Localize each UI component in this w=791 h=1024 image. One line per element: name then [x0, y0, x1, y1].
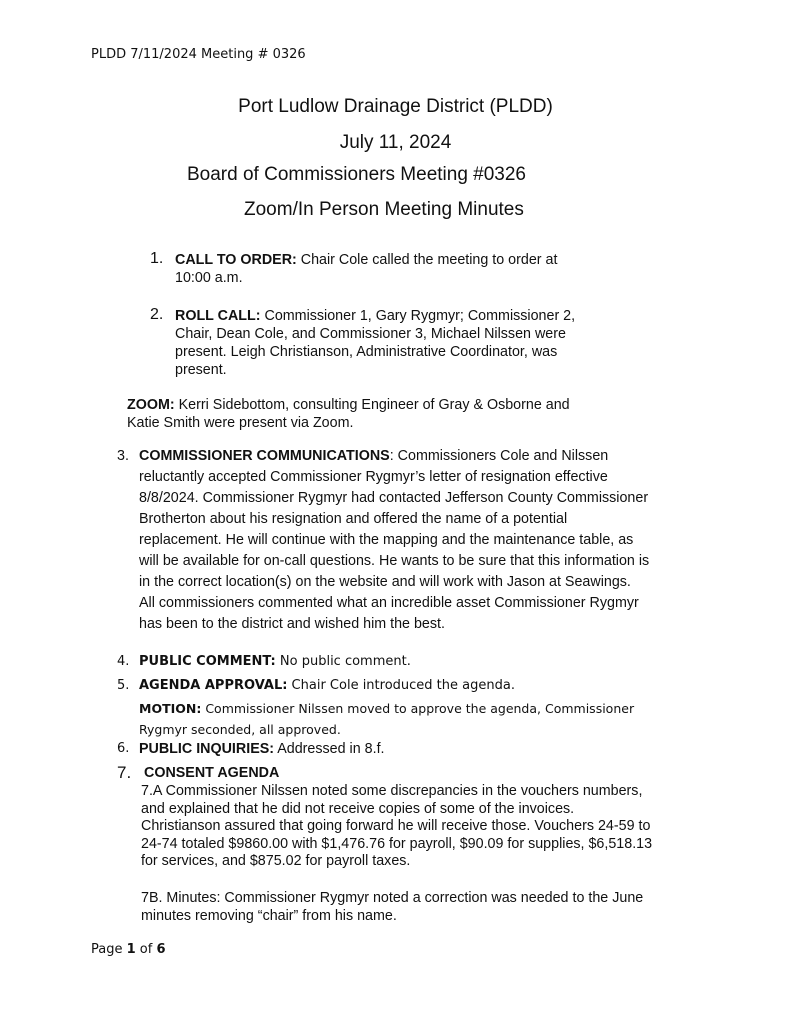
item-number: 5.	[117, 678, 130, 693]
item-text: present. Leigh Christianson, Administrative Coordinator, was	[175, 344, 558, 360]
item-text: Katie Smith were present via Zoom.	[127, 415, 354, 431]
item-label: CONSENT AGENDA	[144, 765, 280, 781]
item-text: present.	[175, 362, 227, 378]
item-number: 3.	[117, 448, 129, 464]
paragraph-line: in the correct location(s) on the website and will work with Jason at Seawings.	[139, 574, 631, 590]
document-title: Port Ludlow Drainage District (PLDD)	[238, 96, 553, 117]
paragraph-line: 24-74 totaled $9860.00 with $1,476.76 for payroll, $90.09 for supplies, $6,518.13	[141, 835, 653, 852]
item-label: AGENDA APPROVAL:	[139, 678, 288, 693]
item-number: 6.	[117, 741, 130, 756]
paragraph-line: will be available for on-call questions. He wants to be sure that this information is	[139, 553, 650, 569]
item-text: Chair Cole called the meeting to order at	[296, 252, 558, 268]
item-text: No public comment.	[275, 654, 411, 669]
item-text: Kerri Sidebottom, consulting Engineer of Gray & Osborne and	[174, 397, 570, 413]
item-label: COMMISSIONER COMMUNICATIONS	[139, 448, 390, 464]
item-label: ROLL CALL:	[175, 308, 261, 324]
item-text: Commissioner 1, Gary Rygmyr; Commissioner 2,	[260, 308, 576, 324]
paragraph-line: replacement. He will continue with the mapping and the maintenance table, as	[139, 532, 634, 548]
item-label: ZOOM:	[127, 397, 175, 413]
zoom-attendees	[127, 396, 647, 432]
item-text: 10:00 a.m.	[175, 270, 243, 286]
item-text: Rygmyr seconded, all approved.	[139, 722, 341, 737]
item-call-to-order	[150, 250, 630, 286]
page-header: PLDD 7/11/2024 Meeting # 0326	[91, 47, 306, 62]
paragraph-line: and explained that he did not receive copies of some of the invoices.	[141, 800, 575, 817]
paragraph-line: 7B. Minutes: Commissioner Rygmyr noted a correction was needed to the June	[141, 890, 644, 906]
item-text: : Commissioners Cole and Nilssen	[389, 448, 609, 464]
paragraph-line: reluctantly accepted Commissioner Rygmyr’s letter of resignation effective	[139, 469, 608, 485]
paragraph-line: Christianson assured that going forward he will receive those. Vouchers 24-59 to	[141, 818, 651, 834]
page-total: 6	[156, 942, 166, 957]
footer-prefix: Page	[91, 942, 127, 957]
page-number: 1	[126, 942, 136, 957]
item-roll-call	[150, 306, 630, 378]
item-number: 7.	[117, 763, 132, 782]
motion	[139, 698, 719, 740]
meeting-type: Zoom/In Person Meeting Minutes	[244, 199, 524, 220]
item-label: PUBLIC INQUIRIES:	[139, 741, 275, 757]
item-label: CALL TO ORDER:	[175, 252, 297, 268]
footer-of: of	[135, 942, 157, 957]
item-text: Addressed in 8.f.	[274, 741, 385, 757]
page-footer	[91, 942, 166, 957]
paragraph-line: All commissioners commented what an incredible asset Commissioner Rygmyr	[139, 595, 639, 611]
paragraph-line: 8/8/2024. Commissioner Rygmyr had contacted Jefferson County Commissioner	[139, 490, 649, 506]
item-text: Commissioner Nilssen moved to approve the agenda, Commissioner	[201, 701, 635, 716]
item-number: 2.	[150, 306, 164, 323]
item-label: MOTION:	[139, 701, 202, 716]
item-text: Chair, Dean Cole, and Commissioner 3, Michael Nilssen were	[175, 326, 566, 342]
paragraph-line: minutes removing “chair” from his name.	[141, 907, 397, 924]
meeting-number: Board of Commissioners Meeting #0326	[187, 164, 527, 185]
paragraph-line: Brotherton about his resignation and offered the name of a potential	[139, 511, 568, 527]
meeting-date: July 11, 2024	[339, 132, 452, 153]
paragraph-line: 7.A Commissioner Nilssen noted some discrepancies in the vouchers numbers,	[141, 783, 643, 799]
item-number: 4.	[117, 654, 130, 669]
paragraph-line: for services, and $875.02 for payroll taxes.	[141, 853, 411, 869]
item-text: Chair Cole introduced the agenda.	[287, 678, 515, 693]
item-number: 1.	[150, 250, 164, 267]
item-label: PUBLIC COMMENT:	[139, 654, 276, 669]
paragraph-line: has been to the district and wished him the best.	[139, 616, 445, 632]
